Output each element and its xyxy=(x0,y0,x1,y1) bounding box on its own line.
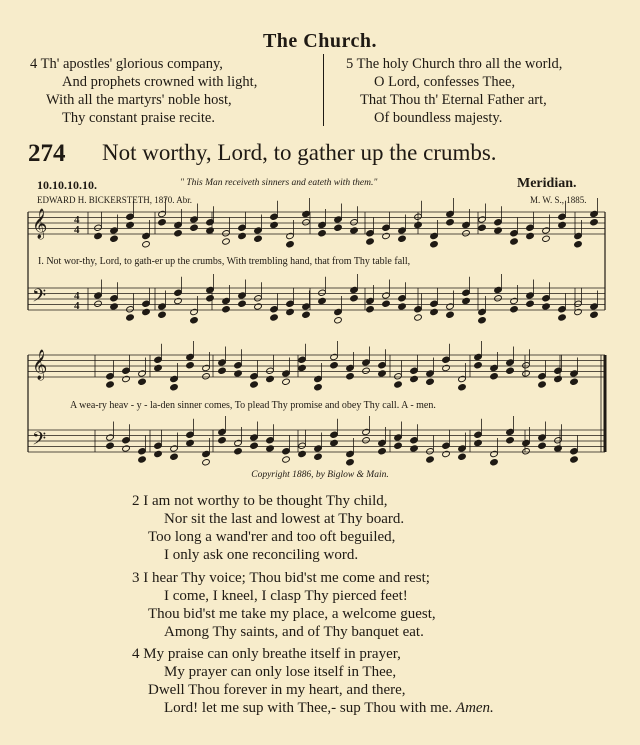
hymn-title: Not worthy, Lord, to gather up the crumbs. xyxy=(102,140,497,165)
notehead xyxy=(430,308,439,315)
notehead xyxy=(234,362,243,369)
notehead xyxy=(378,448,387,455)
notehead xyxy=(382,292,391,299)
notehead xyxy=(266,367,275,374)
notehead xyxy=(174,221,183,228)
notehead xyxy=(206,227,215,234)
notehead xyxy=(506,428,515,435)
composer-credit: M. W. S., 1885. xyxy=(530,195,587,205)
notehead xyxy=(286,232,295,239)
notehead xyxy=(154,450,163,457)
verse-line: 2 I am not worthy to be thought Thy child, xyxy=(132,493,388,509)
notehead xyxy=(122,367,131,374)
notehead xyxy=(590,311,599,318)
verse-line: Nor sit the last and lowest at Thy board. xyxy=(164,511,405,527)
notehead xyxy=(410,367,419,374)
notehead xyxy=(270,221,279,228)
notehead xyxy=(398,235,407,242)
notehead xyxy=(250,434,259,441)
notehead xyxy=(170,375,179,382)
notehead xyxy=(474,431,483,438)
notehead xyxy=(254,303,263,310)
notehead xyxy=(94,224,103,231)
notehead xyxy=(186,439,195,446)
notehead xyxy=(446,219,455,226)
notehead xyxy=(490,450,499,457)
notehead xyxy=(362,428,371,435)
notehead xyxy=(170,453,179,460)
notehead xyxy=(462,221,471,228)
notehead xyxy=(202,364,211,371)
notehead xyxy=(426,456,435,463)
notehead xyxy=(526,292,535,299)
notehead xyxy=(554,367,563,374)
notehead xyxy=(190,308,199,315)
notehead xyxy=(398,303,407,310)
notehead xyxy=(122,445,131,452)
notehead xyxy=(158,219,167,226)
notehead xyxy=(490,459,499,466)
notehead xyxy=(554,445,563,452)
notehead xyxy=(94,232,103,239)
notehead xyxy=(202,373,211,380)
notehead xyxy=(458,375,467,382)
notehead xyxy=(458,453,467,460)
lyrics-line-2: A wea-ry heav - y - la-den sinner comes, To plead Thy promise and obey Thy call. A - men. xyxy=(70,400,436,411)
treble-clef-icon: 𝄞 xyxy=(32,350,48,380)
notehead xyxy=(174,297,183,304)
notehead xyxy=(330,353,339,360)
notehead xyxy=(138,378,147,385)
notehead xyxy=(538,373,547,380)
notehead xyxy=(538,381,547,388)
notehead xyxy=(350,227,359,234)
notehead xyxy=(286,300,295,307)
notehead xyxy=(366,306,375,313)
notehead xyxy=(270,306,279,313)
notehead xyxy=(254,295,263,302)
notehead xyxy=(542,235,551,242)
notehead xyxy=(542,227,551,234)
notehead xyxy=(378,439,387,446)
notehead xyxy=(570,370,579,377)
notehead xyxy=(506,359,515,366)
notehead xyxy=(382,224,391,231)
verse-line: Thou bid'st me take my place, a welcome guest, xyxy=(148,606,436,622)
notehead xyxy=(138,370,147,377)
notehead xyxy=(490,364,499,371)
notehead xyxy=(234,370,243,377)
notehead xyxy=(142,232,151,239)
notehead xyxy=(222,297,231,304)
notehead xyxy=(234,439,243,446)
notehead xyxy=(446,311,455,318)
notehead xyxy=(558,221,567,228)
notehead xyxy=(270,314,279,321)
notehead xyxy=(474,362,483,369)
time-signature: 4 xyxy=(74,290,80,302)
notehead xyxy=(154,364,163,371)
notehead xyxy=(590,219,599,226)
notehead xyxy=(526,224,535,231)
copyright: Copyright 1886, by Biglow & Main. xyxy=(251,470,389,480)
notehead xyxy=(590,210,599,217)
notehead xyxy=(330,362,339,369)
notehead xyxy=(414,314,423,321)
notehead xyxy=(362,437,371,444)
notehead xyxy=(538,434,547,441)
notehead xyxy=(250,373,259,380)
notehead xyxy=(318,289,327,296)
notehead xyxy=(394,442,403,449)
notehead xyxy=(558,306,567,313)
notehead xyxy=(126,221,135,228)
notehead xyxy=(334,317,343,324)
notehead xyxy=(218,359,227,366)
notehead xyxy=(458,384,467,391)
notehead xyxy=(334,216,343,223)
notehead xyxy=(426,370,435,377)
notehead xyxy=(94,292,103,299)
notehead xyxy=(334,224,343,231)
notehead xyxy=(94,300,103,307)
verse-line: Dwell Thou forever in my heart, and there, xyxy=(148,682,406,698)
treble-clef-icon: 𝄞 xyxy=(32,209,48,239)
verse-line: I only ask one reconciling word. xyxy=(164,547,359,563)
notehead xyxy=(554,437,563,444)
notehead xyxy=(394,373,403,380)
stanza-3 xyxy=(132,569,436,641)
notehead xyxy=(142,300,151,307)
notehead xyxy=(474,439,483,446)
notehead xyxy=(218,437,227,444)
notehead xyxy=(314,453,323,460)
notehead xyxy=(510,297,519,304)
notehead xyxy=(222,306,231,313)
notehead xyxy=(542,295,551,302)
notehead xyxy=(430,241,439,248)
notehead xyxy=(558,213,567,220)
notehead xyxy=(186,353,195,360)
verse-line: 3 I hear Thy voice; Thou bid'st me come and rest; xyxy=(132,570,430,586)
notehead xyxy=(330,439,339,446)
notehead xyxy=(382,300,391,307)
notehead xyxy=(398,295,407,302)
verse-line: O Lord, confesses Thee, xyxy=(374,74,516,90)
notehead xyxy=(234,448,243,455)
verse-line: Too long a wand'rer and too oft beguiled, xyxy=(148,529,396,545)
notehead xyxy=(202,450,211,457)
verse-line: That Thou th' Eternal Father art, xyxy=(360,92,547,108)
notehead xyxy=(238,224,247,231)
notehead xyxy=(526,300,535,307)
notehead xyxy=(350,286,359,293)
notehead xyxy=(350,295,359,302)
notehead xyxy=(138,456,147,463)
bass-clef-icon: 𝄢 xyxy=(32,429,47,454)
notehead xyxy=(506,367,515,374)
notehead xyxy=(158,311,167,318)
notehead xyxy=(142,241,151,248)
notehead xyxy=(158,210,167,217)
notehead xyxy=(494,227,503,234)
notehead xyxy=(318,230,327,237)
notehead xyxy=(286,241,295,248)
verse-line: Thy constant praise recite. xyxy=(62,110,215,126)
notehead xyxy=(446,210,455,217)
scripture-reference: " This Man receiveth sinners and eateth with them." xyxy=(180,178,378,188)
notehead xyxy=(222,238,231,245)
notehead xyxy=(462,289,471,296)
verse-line: 5 The holy Church thro all the world, xyxy=(346,56,563,72)
notehead xyxy=(462,230,471,237)
notehead xyxy=(206,295,215,302)
page-header: The Church. xyxy=(262,30,378,52)
amen: Amen. xyxy=(455,700,494,716)
notehead xyxy=(446,303,455,310)
notehead xyxy=(430,232,439,239)
notehead xyxy=(362,359,371,366)
notehead xyxy=(110,295,119,302)
notehead xyxy=(478,216,487,223)
notehead xyxy=(238,292,247,299)
notehead xyxy=(558,314,567,321)
notehead xyxy=(494,286,503,293)
notehead xyxy=(250,381,259,388)
notehead xyxy=(126,314,135,321)
notehead xyxy=(186,362,195,369)
notehead xyxy=(122,375,131,382)
notehead xyxy=(238,232,247,239)
notehead xyxy=(410,445,419,452)
notehead xyxy=(378,362,387,369)
notehead xyxy=(510,230,519,237)
verse-line: I come, I kneel, I clasp Thy pierced feet! xyxy=(164,588,408,604)
notehead xyxy=(394,381,403,388)
verse-line: 4 Th' apostles' glorious company, xyxy=(30,56,223,72)
author-credit: EDWARD H. BICKERSTETH, 1870. Abr. xyxy=(37,195,192,205)
notehead xyxy=(186,431,195,438)
notehead xyxy=(318,297,327,304)
notehead xyxy=(266,445,275,452)
notehead xyxy=(282,456,291,463)
notehead xyxy=(522,439,531,446)
bass-clef-icon: 𝄢 xyxy=(32,286,47,311)
notehead xyxy=(298,356,307,363)
notehead xyxy=(554,375,563,382)
notehead xyxy=(302,303,311,310)
notehead xyxy=(506,437,515,444)
notehead xyxy=(298,450,307,457)
notehead xyxy=(478,317,487,324)
time-signature: 4 xyxy=(74,214,80,226)
notehead xyxy=(266,375,275,382)
notehead xyxy=(522,448,531,455)
verse-line: My prayer can only lose itself in Thee, xyxy=(164,664,397,680)
verse-text: Lord! let me sup with Thee,- sup Thou with me. xyxy=(164,700,453,716)
notehead xyxy=(302,210,311,217)
notehead xyxy=(106,373,115,380)
notehead xyxy=(570,456,579,463)
notehead xyxy=(334,308,343,315)
notehead xyxy=(330,431,339,438)
notehead xyxy=(366,238,375,245)
notehead xyxy=(366,230,375,237)
notehead xyxy=(570,448,579,455)
notehead xyxy=(494,219,503,226)
notehead xyxy=(426,448,435,455)
notehead xyxy=(154,442,163,449)
notehead xyxy=(206,286,215,293)
notehead xyxy=(254,227,263,234)
notehead xyxy=(362,367,371,374)
notehead xyxy=(206,219,215,226)
notehead xyxy=(126,306,135,313)
notehead xyxy=(282,448,291,455)
notehead xyxy=(142,308,151,315)
notehead xyxy=(542,303,551,310)
notehead xyxy=(170,384,179,391)
notehead xyxy=(190,317,199,324)
notehead xyxy=(426,378,435,385)
notehead xyxy=(302,219,311,226)
notehead xyxy=(110,303,119,310)
notehead xyxy=(106,381,115,388)
notehead xyxy=(410,437,419,444)
notehead xyxy=(298,442,307,449)
notehead xyxy=(346,459,355,466)
verse-line: And prophets crowned with light, xyxy=(62,74,258,90)
meter: 10.10.10.10. xyxy=(37,178,97,192)
notehead xyxy=(474,353,483,360)
notehead xyxy=(174,230,183,237)
notehead xyxy=(202,459,211,466)
lyrics-line-1: I. Not wor-thy, Lord, to gath-er up the crumbs, With trembling hand, that from Thy table fall, xyxy=(38,256,411,267)
notehead xyxy=(222,230,231,237)
notehead xyxy=(190,224,199,231)
notehead xyxy=(126,213,135,220)
notehead xyxy=(174,289,183,296)
notehead xyxy=(122,437,131,444)
notehead xyxy=(538,442,547,449)
notehead xyxy=(414,221,423,228)
verse-line: 4 My praise can only breathe itself in prayer, xyxy=(132,646,401,662)
notehead xyxy=(346,364,355,371)
notehead xyxy=(238,300,247,307)
notehead xyxy=(574,241,583,248)
notehead xyxy=(254,235,263,242)
notehead xyxy=(442,442,451,449)
notehead xyxy=(266,437,275,444)
notehead xyxy=(462,297,471,304)
notehead xyxy=(590,303,599,310)
notehead xyxy=(346,373,355,380)
notehead xyxy=(458,445,467,452)
notehead xyxy=(190,216,199,223)
notehead xyxy=(170,445,179,452)
notehead xyxy=(302,311,311,318)
stanza-4 xyxy=(132,645,494,717)
notehead xyxy=(510,238,519,245)
notehead xyxy=(282,378,291,385)
notehead xyxy=(286,308,295,315)
notehead xyxy=(478,224,487,231)
notehead xyxy=(270,213,279,220)
notehead xyxy=(318,221,327,228)
verse-line: With all the martyrs' noble host, xyxy=(46,92,232,108)
notehead xyxy=(218,428,227,435)
notehead xyxy=(570,378,579,385)
notehead xyxy=(110,227,119,234)
verse-line: Of boundless majesty. xyxy=(374,110,503,126)
notehead xyxy=(494,295,503,302)
notehead xyxy=(158,303,167,310)
notehead xyxy=(394,434,403,441)
notehead xyxy=(510,306,519,313)
notehead xyxy=(138,448,147,455)
notehead xyxy=(110,235,119,242)
notehead xyxy=(490,373,499,380)
notehead xyxy=(154,356,163,363)
time-signature: 4 xyxy=(74,300,80,312)
notehead xyxy=(398,227,407,234)
notehead xyxy=(106,442,115,449)
notehead xyxy=(414,306,423,313)
notehead xyxy=(346,450,355,457)
notehead xyxy=(314,445,323,452)
tune-name: Meridian. xyxy=(517,176,577,191)
notehead xyxy=(430,300,439,307)
notehead xyxy=(522,370,531,377)
notehead xyxy=(282,370,291,377)
notehead xyxy=(314,375,323,382)
notehead xyxy=(522,362,531,369)
time-signature: 4 xyxy=(74,224,80,236)
notehead xyxy=(442,364,451,371)
notehead xyxy=(366,297,375,304)
hymn-number: 274 xyxy=(28,140,66,167)
verse-line xyxy=(132,699,494,717)
notehead xyxy=(378,370,387,377)
verse-line: Among Thy saints, and of Thy banquet eat. xyxy=(164,624,424,640)
notehead xyxy=(106,434,115,441)
notehead xyxy=(298,364,307,371)
notehead xyxy=(410,375,419,382)
notehead xyxy=(442,450,451,457)
notehead xyxy=(314,384,323,391)
notehead xyxy=(478,308,487,315)
notehead xyxy=(218,367,227,374)
notehead xyxy=(442,356,451,363)
notehead xyxy=(526,232,535,239)
notehead xyxy=(250,442,259,449)
notehead xyxy=(350,219,359,226)
stanza-2 xyxy=(132,492,404,564)
notehead xyxy=(382,232,391,239)
